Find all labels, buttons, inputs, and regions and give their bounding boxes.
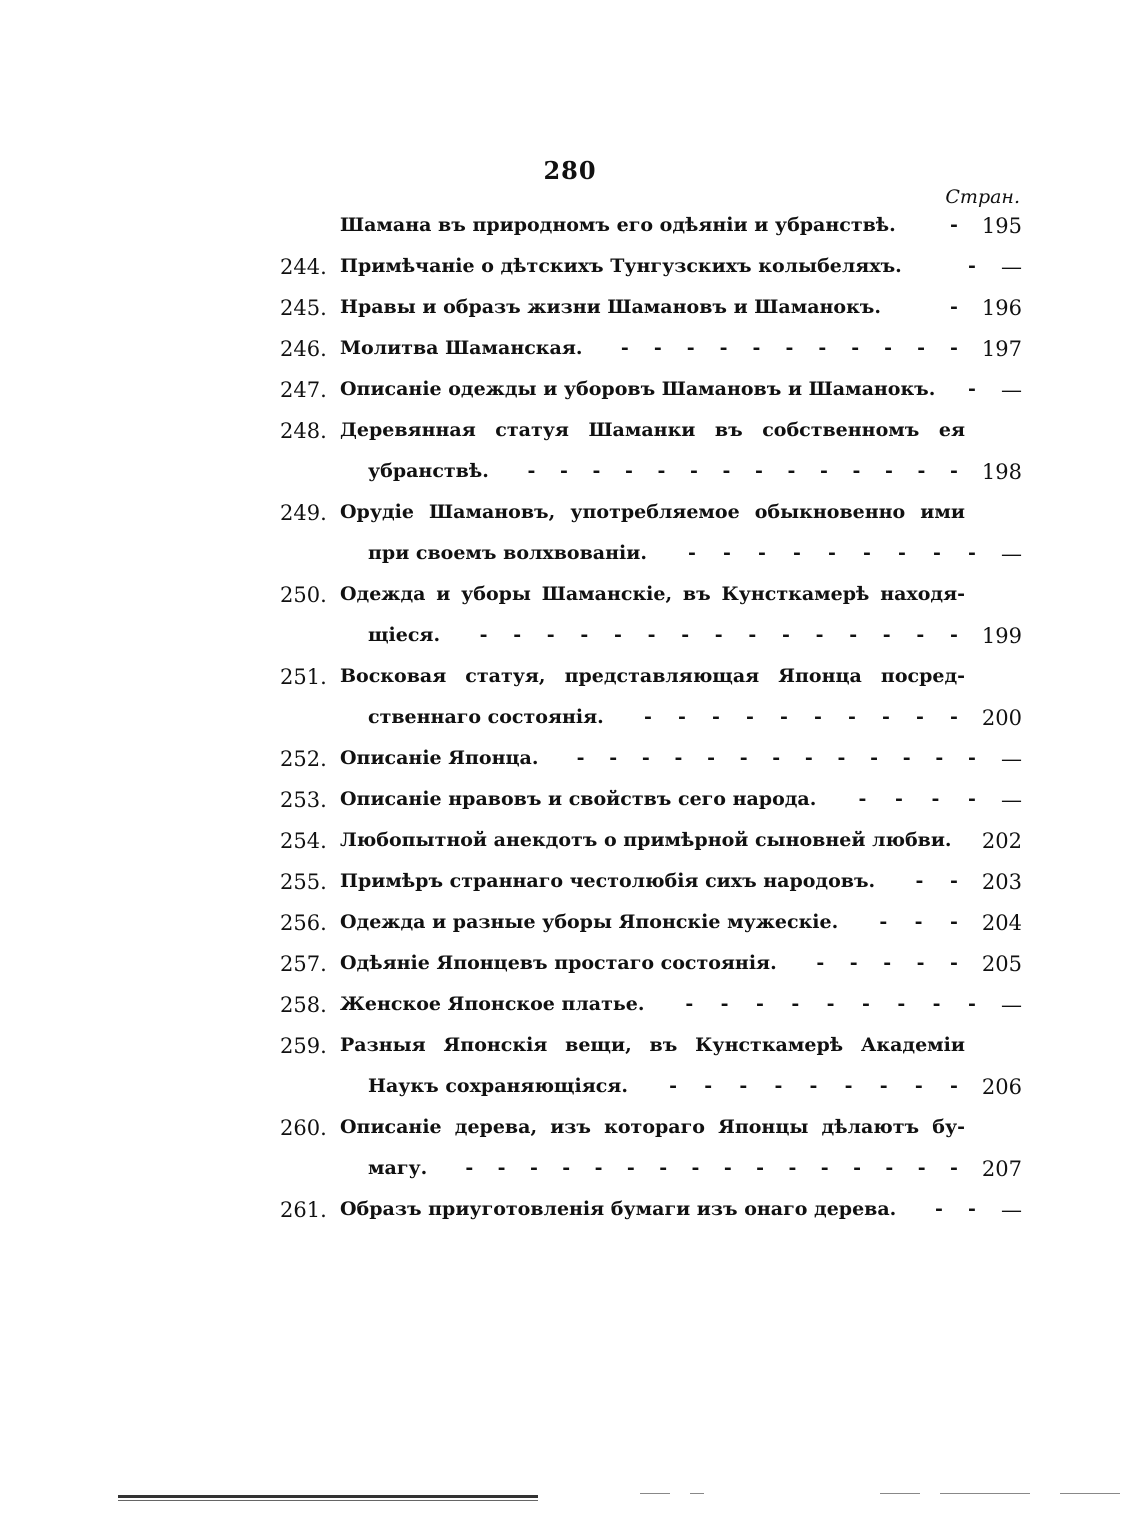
entry-title: убранствѣ. [368,460,489,482]
toc-line [0,214,1140,246]
entry-number: 258. [280,993,327,1017]
toc-line [0,952,1140,984]
toc-line [0,993,1140,1025]
toc-line [0,337,1140,369]
toc-line [0,747,1140,779]
page-reference: 200 [981,706,1022,730]
toc-line [0,1116,1140,1148]
entry-title: Одежда и разные уборы Японскіе мужескіе. [340,911,839,933]
dot-leader: - - - [879,911,958,933]
toc-line [0,624,1140,656]
toc-line [0,419,1140,451]
entry-title: Примѣчаніе о дѣтскихъ Тунгузскихъ колыбеляхъ. [340,255,902,277]
entry-title: щіеся. [368,624,441,646]
entry-number: 259. [280,1034,327,1058]
page-ditto: — [1001,747,1022,771]
page-reference: 202 [981,829,1022,853]
entry-title: Одежда и уборы Шаманскіе, въ Кунсткамерѣ находя- [340,583,965,605]
entry-title: Образъ приуготовленія бумаги изъ онаго дерева. [340,1198,897,1220]
dot-leader: - - - - - - - - - [669,1075,958,1097]
entry-title: Восковая статуя, представляющая Японца посред- [340,665,965,687]
toc-line [0,378,1140,410]
entry-title: при своемъ волхвованіи. [368,542,647,564]
page-reference: 206 [981,1075,1022,1099]
entry-number: 251. [280,665,327,689]
toc-line [0,255,1140,287]
dot-leader: - [950,214,958,236]
toc-line [0,870,1140,902]
toc-line [0,583,1140,615]
page-ditto: — [1001,542,1022,566]
entry-title: Описаніе дерева, изъ котораго Японцы дѣлаютъ бу- [340,1116,965,1138]
page-number: 280 [543,156,597,185]
entry-number: 252. [280,747,327,771]
toc-line [0,706,1140,738]
entry-title: Описаніе нравовъ и свойствъ сего народа. [340,788,817,810]
entry-title: Молитва Шаманская. [340,337,583,359]
entry-title: Описаніе Японца. [340,747,539,769]
entry-title: Шамана въ природномъ его одѣяніи и убранствѣ. [340,214,896,236]
dot-leader: - [968,255,976,277]
entry-number: 250. [280,583,327,607]
entry-title: Орудіе Шамановъ, употребляемое обыкновенно ими [340,501,965,523]
toc-line [0,911,1140,943]
dot-leader: - - [935,1198,976,1220]
page-reference: 199 [981,624,1022,648]
page-reference: 203 [981,870,1022,894]
entry-number: 244. [280,255,327,279]
dot-leader: - - - - - - - - - - - - - - [527,460,958,482]
dot-leader: - - - - - - - - - - [644,706,958,728]
page-ditto: — [1001,255,1022,279]
toc-line [0,501,1140,533]
dot-leader: - - - - - [816,952,958,974]
dot-leader: - - - - - - - - - [685,993,976,1015]
page-ditto: — [1001,993,1022,1017]
toc-line [0,460,1140,492]
entry-title: магу. [368,1157,428,1179]
entry-title: Разныя Японскія вещи, въ Кунсткамерѣ Академіи [340,1034,965,1056]
page-reference: 195 [981,214,1022,238]
entry-title: Примѣръ страннаго честолюбія сихъ народовъ. [340,870,876,892]
toc-line [0,1034,1140,1066]
entry-title: Описаніе одежды и уборовъ Шамановъ и Шаманокъ. [340,378,936,400]
entry-number: 246. [280,337,327,361]
page-ditto: — [1001,378,1022,402]
entry-title: Нравы и образъ жизни Шамановъ и Шаманокъ. [340,296,881,318]
entry-title: Одѣяніе Японцевъ простаго состоянія. [340,952,777,974]
toc-line [0,788,1140,820]
toc-line [0,542,1140,574]
dot-leader: - - - - - - - - - - - [620,337,958,359]
bottom-rule-dash [1060,1493,1120,1494]
entry-number: 253. [280,788,327,812]
toc-line [0,296,1140,328]
toc-line [0,1157,1140,1189]
entry-number: 261. [280,1198,327,1222]
entry-title: Деревянная статуя Шаманки въ собственномъ ея [340,419,965,441]
page-reference: 197 [981,337,1022,361]
page-reference: 196 [981,296,1022,320]
dot-leader: - - - - [858,788,976,810]
dot-leader: - - - - - - - - - - - - - - - [479,624,958,646]
bottom-rule-dash [880,1493,920,1494]
bottom-rule-dash [940,1493,1030,1494]
dot-leader: - - - - - - - - - [688,542,976,564]
page-reference: 207 [981,1157,1022,1181]
column-header-pages: Стран. [945,186,1020,208]
entry-number: 255. [280,870,327,894]
entry-title: Любопытной анекдотъ о примѣрной сыновней любви. [340,829,952,851]
bottom-rule-dash [690,1493,704,1494]
entry-number: 257. [280,952,327,976]
dot-leader: - - - - - - - - - - - - - [576,747,976,769]
dot-leader: - - - - - - - - - - - - - - - - [465,1157,958,1179]
bottom-rule [118,1495,538,1498]
entry-title: Женское Японское платье. [340,993,645,1015]
toc-line [0,665,1140,697]
toc-line [0,1075,1140,1107]
entry-title: Наукъ сохраняющіяся. [368,1075,628,1097]
page-reference: 204 [981,911,1022,935]
page-reference: 198 [981,460,1022,484]
entry-number: 249. [280,501,327,525]
dot-leader: - [950,296,958,318]
page-ditto: — [1001,1198,1022,1222]
bottom-rule-dash [640,1493,670,1494]
dot-leader: - - [915,870,958,892]
entry-number: 256. [280,911,327,935]
entry-number: 260. [280,1116,327,1140]
entry-number: 247. [280,378,327,402]
bottom-rule-thin [118,1500,538,1501]
page-reference: 205 [981,952,1022,976]
entry-title: ственнаго состоянія. [368,706,604,728]
entry-number: 248. [280,419,327,443]
page-ditto: — [1001,788,1022,812]
dot-leader: - [968,378,976,400]
entry-number: 245. [280,296,327,320]
toc-line [0,829,1140,861]
toc-line [0,1198,1140,1230]
entry-number: 254. [280,829,327,853]
